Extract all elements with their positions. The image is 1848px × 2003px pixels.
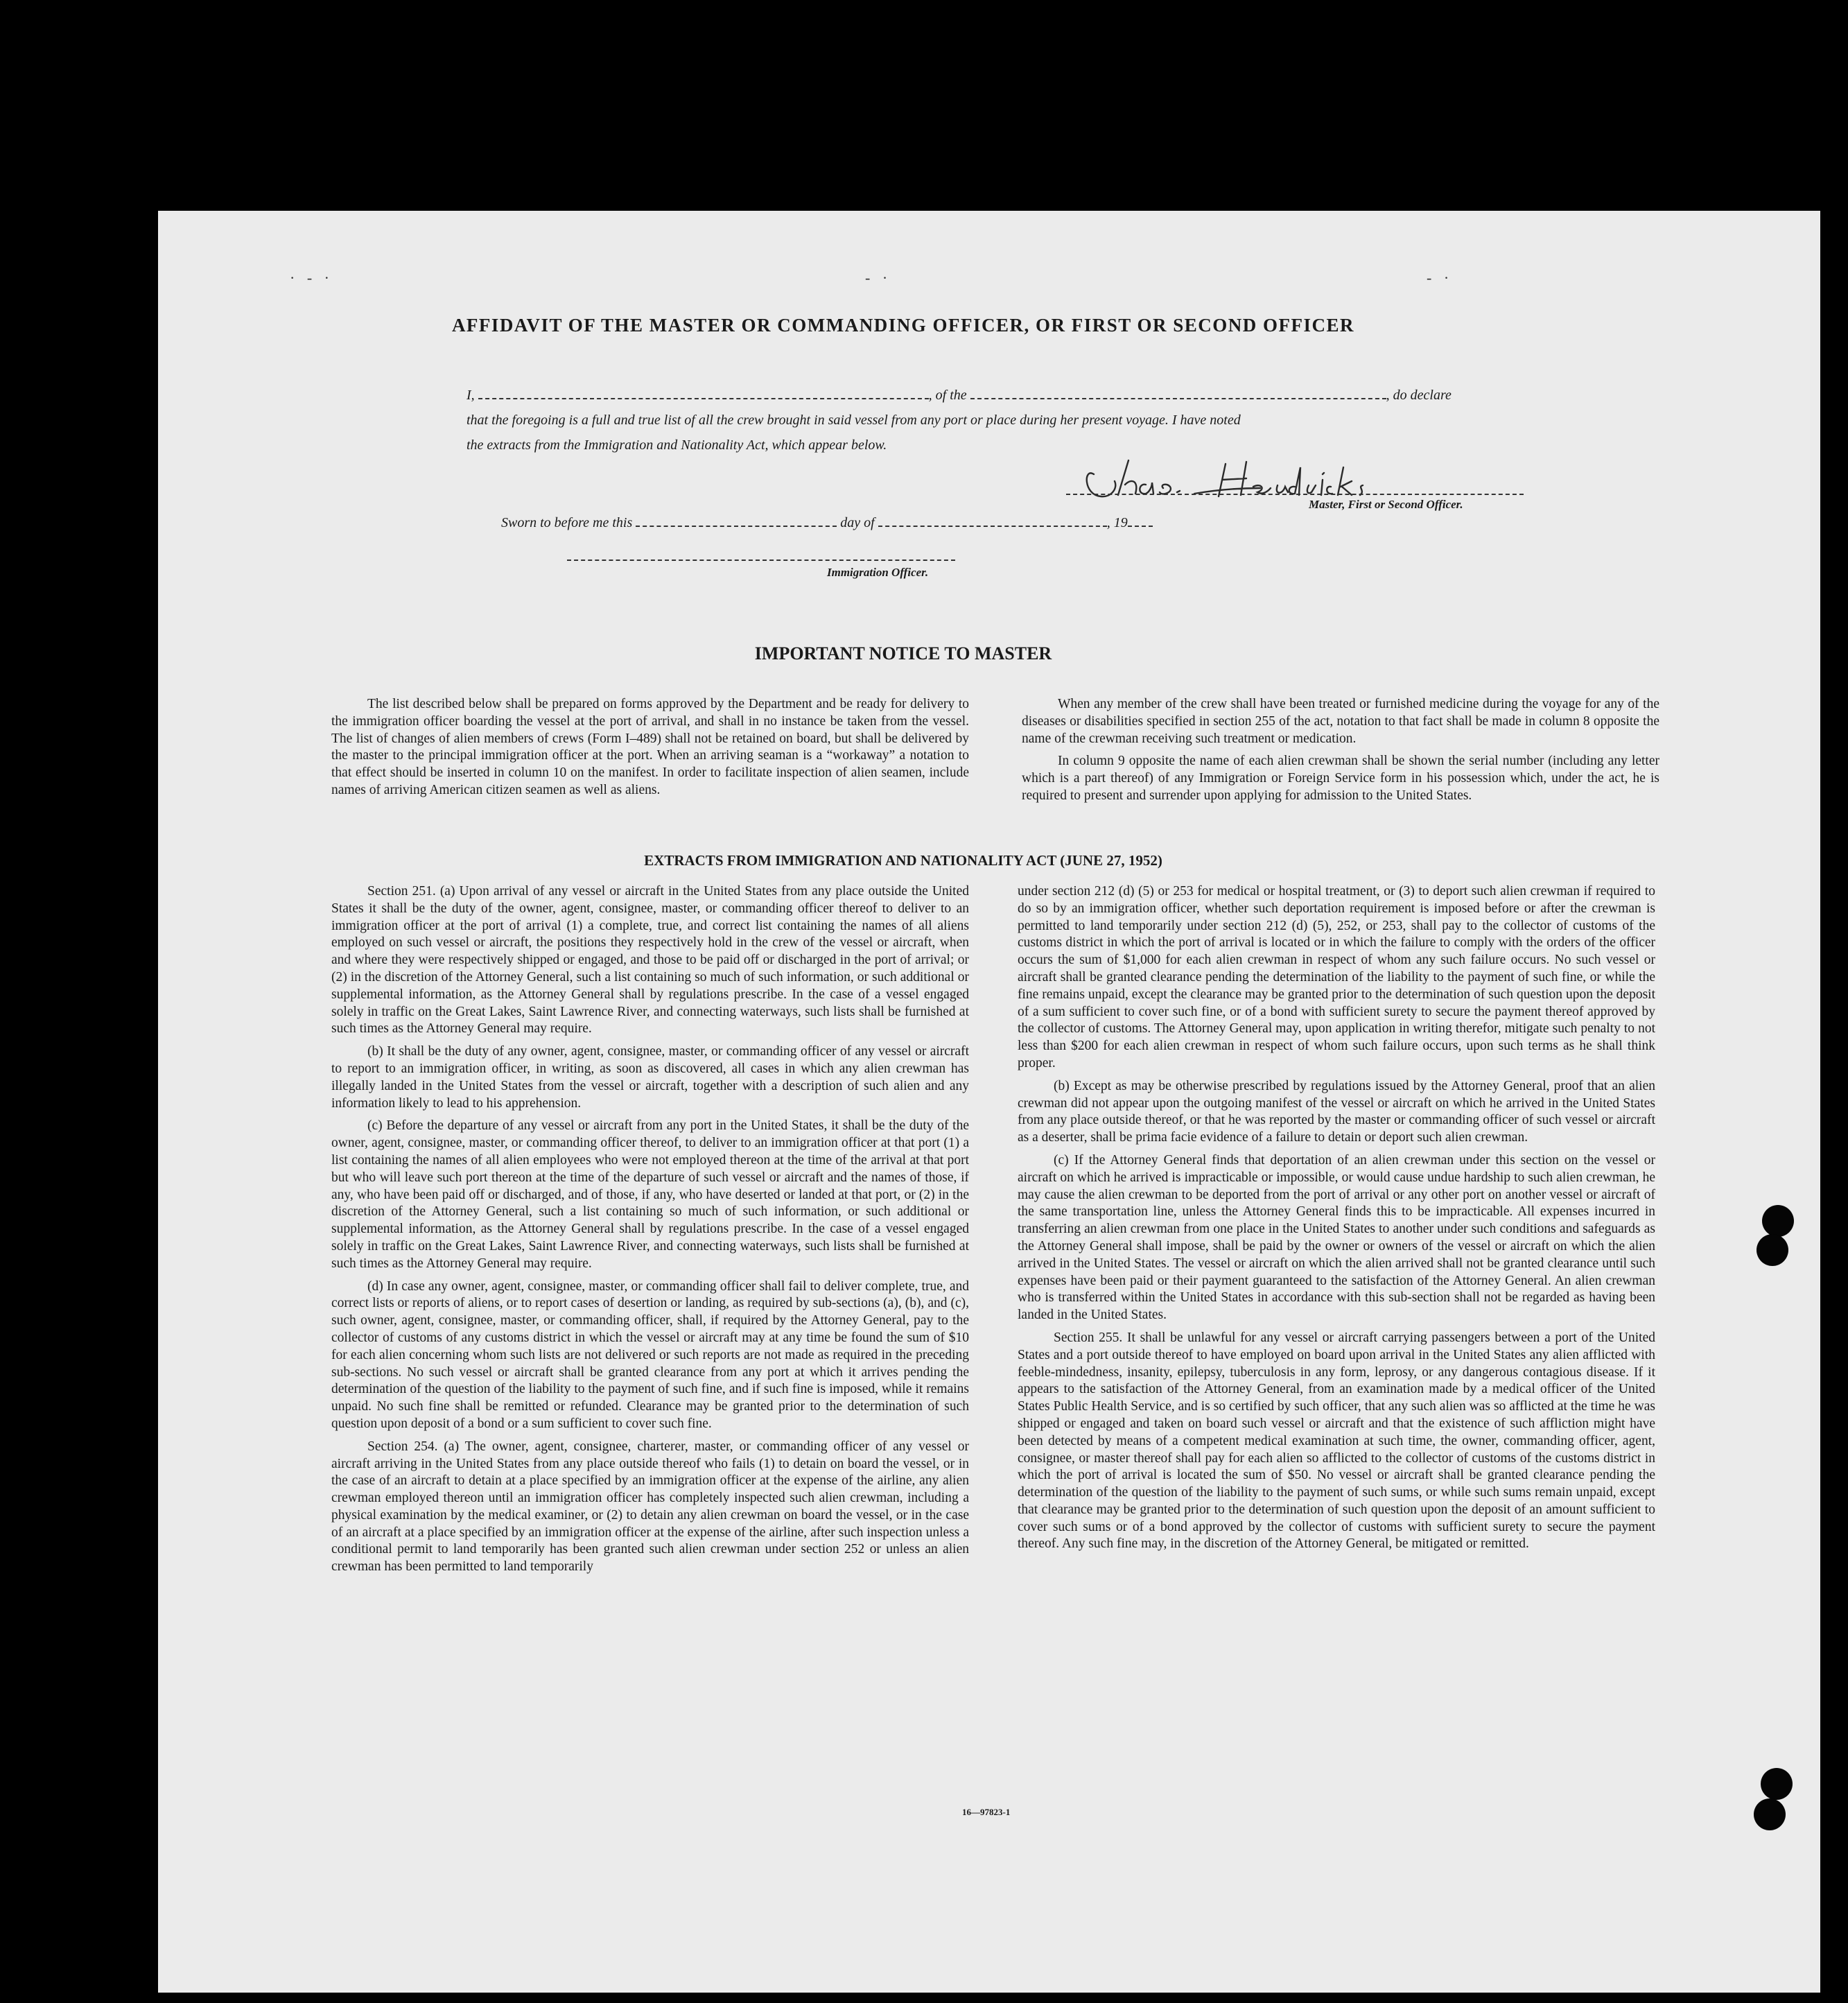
notice-paragraph: In column 9 opposite the name of each alien crewman shall be shown the serial number (including any letter which is a part thereof) of any Immigration or Foreign Service form in his possession which, under the act, he is required to present and surrender upon applying for admission to the United States. [1022,754,1659,803]
act-right-column [1018,883,1655,1559]
sworn-label: Sworn to before me this [501,515,633,530]
sworn-day-field[interactable] [636,513,837,527]
form-code: 16—97823-1 [962,1807,1011,1817]
declarant-name-field[interactable] [478,385,929,399]
scan-artifact: · - · [290,269,333,286]
of-the-label: , of the [928,388,967,403]
scan-artifact: - · [865,269,892,286]
punch-hole [1762,1205,1794,1237]
sworn-month-field[interactable] [878,513,1107,527]
signature-caption: Master, First or Second Officer. [1309,498,1463,511]
act-paragraph: Section 254. (a) The owner, agent, consignee, charterer, master, or commanding officer of any vessel or aircraft arriving in the United States from any place outside thereof who fails (1) to detain on board the vessel, or in the case of an aircraft to detain at a place specified by an immigration officer at the expense of the airline, any alien crewman employed thereon until an immigration officer has completely inspected such alien crewman, including a physical examination by the medical examiner, or (2) to detain any alien crewman on board the vessel, or in the case of an aircraft at a place specified by an immigration officer at the expense of the airline, after such inspection unless a conditional permit to land temporarily has been granted such alien crewman under section 252 or unless an alien crewman has been permitted to land temporarily [331,1439,969,1575]
notice-left-column [331,696,969,805]
vessel-name-field[interactable] [970,385,1386,399]
declaration-line-3: the extracts from the Immigration and Nationality Act, which appear below. [467,437,887,453]
act-paragraph: Section 251. (a) Upon arrival of any vessel or aircraft in the United States from any place outside the United States it shall be the duty of the owner, agent, consignee, master, or commanding officer thereof to deliver to an immigration officer at the port of arrival (1) a complete, true, and correct list containing the names of all aliens employed on such vessel or aircraft, the positions they respectively hold in the crew of the vessel or aircraft, when and where they were respectively shipped or engaged, and those to be paid off or discharged in the port of arrival; or (2) in the discretion of the Attorney General, such a list containing so much of such information, or such additional or supplemental information, as the Attorney General shall by regulations prescribe. In the case of a vessel engaged solely in traffic on the Great Lakes, Saint Lawrence River, and connecting waterways, such lists shall be furnished at such times as the Attorney General may require. [331,884,969,1037]
do-declare-label: , do declare [1386,388,1452,403]
punch-hole [1761,1768,1793,1800]
punch-hole [1757,1234,1788,1266]
signature-line[interactable] [1066,494,1524,495]
notice-title: IMPORTANT NOTICE TO MASTER [754,643,1052,664]
notice-paragraph: The list described below shall be prepared on forms approved by the Department and be ready for delivery to the immigration officer boarding the vessel at the port of arrival, and shall in no instance be taken from the vessel. The list of changes of alien members of crews (Form I–489) shall not be retained on board, but shall be delivered by the master to the principal immigration officer at the port. When an arriving seaman is a “workaway” a notation to that effect should be inserted in column 10 on the manifest. In order to facilitate inspection of alien seamen, include names of arriving American citizen seamen as well as aliens. [331,697,969,797]
act-paragraph: Section 255. It shall be unlawful for any vessel or aircraft carrying passengers between a port of the United States and a port outside thereof to have employed on board upon arrival in the United States any alien afflicted with feeble-mindedness, insanity, epilepsy, tuberculosis in any form, leprosy, or any dangerous contagious disease. If it appears to the satisfaction of the Attorney General, from an examination made by a medical officer of the United States Public Health Service, and is so certified by such officer, that any such alien was so afflicted at the time he was shipped or engaged and taken on board such vessel or aircraft and that the existence of such affliction might have been detected by means of a competent medical examination at such time, the owner, commanding officer, agent, consignee, or master thereof shall pay for each alien so afflicted to the collector of customs of the customs district in which the port of arrival is located the sum of $50. No vessel or aircraft shall be granted clearance pending the determination of the question of the liability to the payment of such sums, or while such sums remain unpaid, except that clearance may be granted prior to the determination of such question upon the deposit of an amount sufficient to cover such sums or of a bond approved by the collector of customs with sufficient surety to secure the payment thereof. Any such fine may, in the discretion of the Attorney General, be mitigated or remitted. [1018,1330,1655,1552]
extracts-title: EXTRACTS FROM IMMIGRATION AND NATIONALITY ACT (JUNE 27, 1952) [644,852,1162,869]
punch-hole [1754,1798,1786,1830]
day-of-label: day of [840,515,875,530]
form-page [158,211,1820,1993]
act-left-column [331,883,969,1581]
act-paragraph: (c) If the Attorney General finds that deportation of an alien crewman under this section on the vessel or aircraft on which he arrived is impracticable or impossible, or would cause undue hardship to such alien crewman, he may cause the alien crewman to be deported from the port of arrival or any other port on another vessel or aircraft of the same transportation line, unless the Attorney General finds this to be impracticable. All expenses incurred in transferring an alien crewman from one place in the United States to another under such conditions and safeguards as the Attorney General shall impose, shall be paid by the owner or owners of the vessel or aircraft on which the alien arrived in the United States. The vessel or aircraft on which the alien arrived shall not be granted clearance until such expenses have been paid or their payment guaranteed to the satisfaction of the Attorney General. An alien crewman who is transferred within the United States in accordance with this sub-section shall not be regarded as having been landed in the United States. [1018,1152,1655,1323]
notice-paragraph: When any member of the crew shall have been treated or furnished medicine during the voyage for any of the diseases or disabilities specified in section 255 of the act, notation to that fact shall be made in column 8 opposite the name of the crewman receiving such treatment or medication. [1022,697,1659,746]
declaration-line-2: that the foregoing is a full and true list of all the crew brought in said vessel from any port or place during her present voyage. I have noted [467,413,1241,428]
affidavit-title: AFFIDAVIT OF THE MASTER OR COMMANDING OFFICER, OR FIRST OR SECOND OFFICER [451,315,1355,336]
notice-right-column [1022,696,1659,810]
act-paragraph: (b) It shall be the duty of any owner, agent, consignee, master, or commanding officer of any vessel or aircraft to report to an immigration officer, in writing, as soon as discovered, all cases in which any alien crewman has illegally landed in the United States from the vessel or aircraft, together with a description of such alien and any information likely to lead to his apprehension. [331,1044,969,1111]
act-paragraph: (d) In case any owner, agent, consignee, master, or commanding officer shall fail to deliver complete, true, and correct lists or reports of aliens, or to report cases of desertion or landing, as required by sub-sections (a), (b), and (c), such owner, agent, consignee, master, or commanding officer, shall, if required by the Attorney General, pay to the collector of customs of any customs district in which the vessel or aircraft may at any time be found the sum of $10 for each alien concerning whom such lists are not delivered or such reports are not made as required in the preceding sub-sections. No such vessel or aircraft shall be granted clearance from any port at which it arrives pending the determination of the question of the liability to the payment of such fine, and if such fine is imposed, while it remains unpaid. No such fine shall be remitted or refunded. Clearance may be granted prior to the determination of such question upon deposit of a bond or a sum sufficient to cover such fine. [331,1278,969,1431]
immigration-officer-caption: Immigration Officer. [827,566,929,579]
sworn-year-field[interactable] [1128,513,1153,527]
act-paragraph: (b) Except as may be otherwise prescribed by regulations issued by the Attorney General, proof that an alien crewman did not appear upon the outgoing manifest of the vessel or aircraft on which he arrived in the United States from any place outside thereof, or that he was reported by the master or commanding officer of such vessel or aircraft as a deserter, shall be prima facie evidence of a failure to detain or deport such alien crewman. [1018,1078,1655,1145]
scan-artifact: - · [1427,269,1454,286]
declaration-line-1 [467,383,1686,408]
declarant-prefix: I, [467,388,475,403]
immigration-officer-signature-line[interactable] [567,560,955,561]
year-prefix-label: , 19 [1106,515,1128,530]
sworn-line [501,513,1153,531]
act-paragraph-continued: under section 212 (d) (5) or 253 for medical or hospital treatment, or (3) to deport such alien crewman if required to do so by an immigration officer, whether such deportation requirement is imposed before or after the crewman is permitted to land temporarily under section 212 (d) (5), 252, or 253, shall pay to the collector of customs of the customs district in which the port of arrival is located or in which the failure to comply with the orders of the officer occurs the sum of $1,000 for each alien crewman in respect of whom any such failure occurs. No such vessel or aircraft shall be granted clearance pending the determination of the liability to the payment of such fine, or while the fine remains unpaid, except the clearance may be granted prior to the determination of such question upon the deposit of a sum sufficient to cover such fine, or of a bond with sufficient surety to secure the payment thereof approved by the collector of customs. The Attorney General may, upon application in writing therefor, mitigate such penalty to not less than $200 for each alien crewman in respect of whom such failure occurs, upon such terms as he shall think proper. [1018,884,1655,1070]
act-paragraph: (c) Before the departure of any vessel or aircraft from any port in the United States, it shall be the duty of the owner, agent, consignee, master, or commanding officer thereof, to deliver to an immigration officer at that port (1) a list containing the names of all alien employees who were not employed thereon at the time of the arrival at that port but who will leave such port thereon at the time of the departure of such vessel or aircraft and the names of those, if any, who have been paid off or discharged, and of those, if any, who have deserted or landed at that port, or (2) in the discretion of the Attorney General, such a list containing so much of such information, or such additional or supplemental information, as the Attorney General shall by regulations prescribe. In the case of a vessel engaged solely in traffic on the Great Lakes, Saint Lawrence River, and connecting waterways, such lists shall be furnished at such times as the Attorney General may require. [331,1118,969,1271]
